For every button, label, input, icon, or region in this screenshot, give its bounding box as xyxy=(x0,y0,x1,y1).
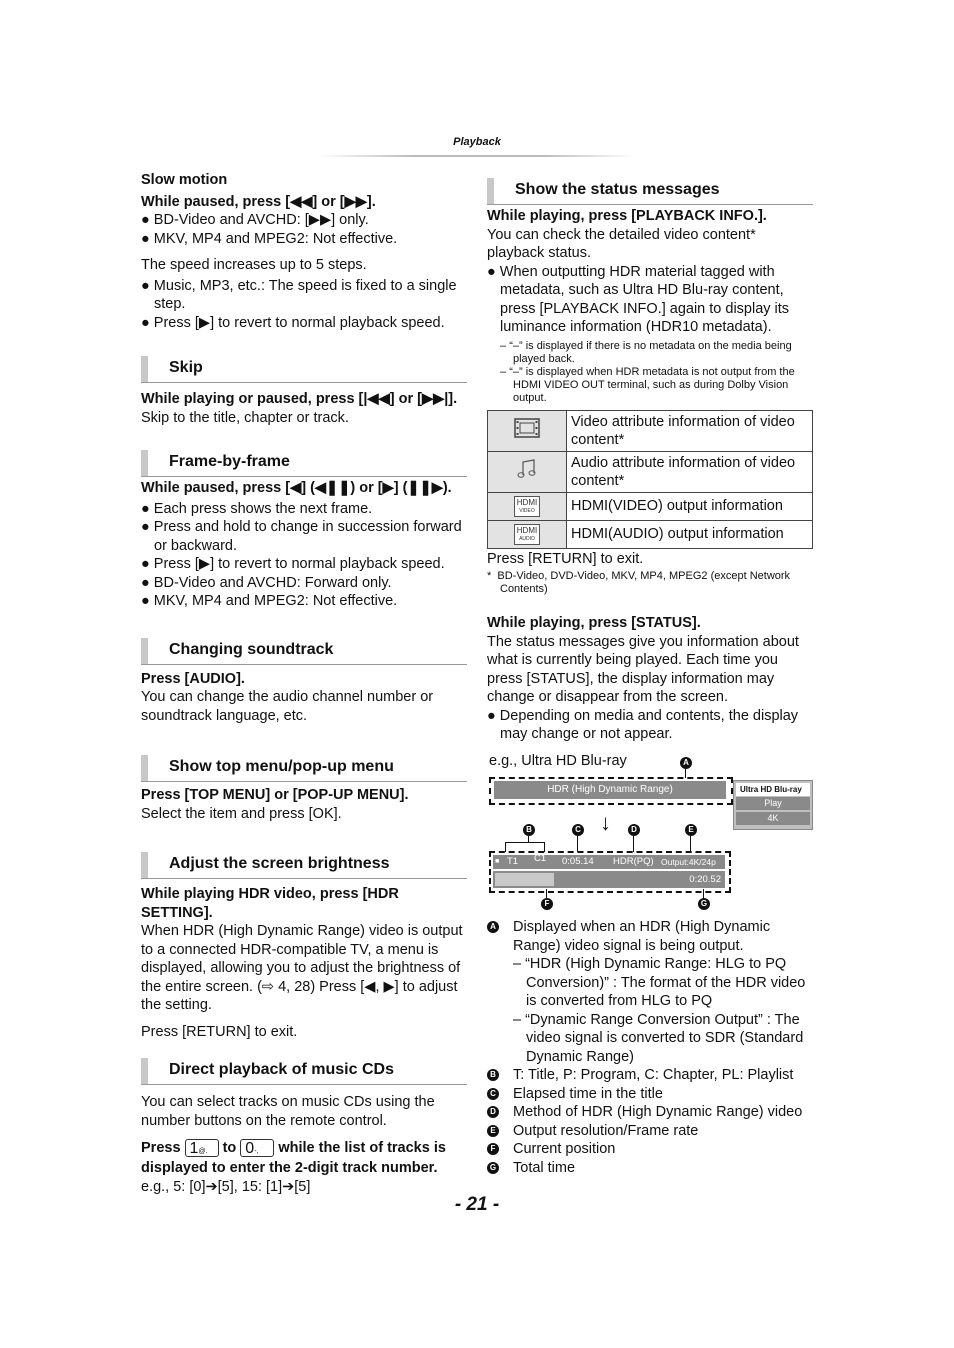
progress-track xyxy=(493,871,725,888)
table-cell: Audio attribute information of video content* xyxy=(567,451,813,492)
table-row xyxy=(488,410,813,451)
status-bar: ■ T1 C1 0:05.14 HDR(PQ) Output:4K/24p xyxy=(493,855,725,869)
paragraph: You can check the detailed video content* playback status. xyxy=(487,226,756,261)
paragraph: You can select tracks on music CDs using the number buttons on the remote control. xyxy=(141,1094,435,1129)
status-osd-diagram xyxy=(487,756,817,916)
table-cell: HDMI(VIDEO) output information xyxy=(567,492,813,520)
paragraph: Select the item and press [OK]. xyxy=(141,805,342,822)
status-instruction: While playing, press [PLAYBACK INFO.]. xyxy=(487,208,767,224)
slow-motion-instruction: While paused, press [◀◀] or [▶▶]. xyxy=(141,193,376,210)
page-header: Playback xyxy=(453,136,501,148)
down-arrow-icon: ↓ xyxy=(600,810,611,835)
chapter-number: C1 xyxy=(534,853,547,864)
list-item: ● Depending on media and contents, the display may change or not appear. xyxy=(487,707,799,742)
paragraph: Press [RETURN] to exit. xyxy=(487,550,644,567)
section-heading-soundtrack: Changing soundtrack xyxy=(141,638,467,665)
legend-subitem: – “HDR (High Dynamic Range: HLG to PQ Conversion)” : The format of the HDR video is converted from HLG to PQ xyxy=(513,956,806,1009)
paragraph: Skip to the title, chapter or track. xyxy=(141,409,349,426)
callout-d: D xyxy=(628,824,640,836)
total-time: 0:20.52 xyxy=(689,874,721,885)
menu-instruction: Press [TOP MENU] or [POP-UP MENU]. xyxy=(141,787,409,803)
number-key-1: 1@. xyxy=(185,1139,219,1157)
page-number: - 21 - xyxy=(454,1194,500,1215)
section-heading-skip: Skip xyxy=(141,356,467,383)
list-item: ● When outputting HDR material tagged with metadata, such as Ultra HD Blu-ray content, press [PLAYBACK INFO.] again to display its luminance information (HDR10 metadata). xyxy=(487,263,790,335)
legend-item-e: E Output resolution/Frame rate xyxy=(487,1122,815,1141)
table-cell: Video attribute information of video content* xyxy=(567,410,813,451)
callout-b: B xyxy=(523,824,535,836)
paragraph: The speed increases up to 5 steps. xyxy=(141,257,367,273)
paragraph: Press [RETURN] to exit. xyxy=(141,1023,298,1040)
right-column xyxy=(487,178,813,770)
footnote: * BD-Video, DVD-Video, MKV, MP4, MPEG2 (except Network Contents) xyxy=(487,570,791,595)
list-item: ● Press and hold to change in succession forward or backward. xyxy=(141,519,462,554)
side-panel-play: Play xyxy=(736,797,810,810)
hdr-method: HDR(PQ) xyxy=(613,856,654,867)
callout-f: F xyxy=(541,898,553,910)
note-item: – “–” is displayed if there is no metadata on the media being played back. xyxy=(500,339,792,365)
table-row xyxy=(488,492,813,520)
section-heading-frame: Frame-by-frame xyxy=(141,450,467,477)
list-item: ● Press [▶] to revert to normal playback speed. xyxy=(141,556,445,572)
frame-instruction: While paused, press [◀] (◀❚❚) or [▶] (❚❚▶). xyxy=(141,480,452,496)
callout-a: A xyxy=(680,757,692,769)
elapsed-time: 0:05.14 xyxy=(562,856,594,867)
callout-e: E xyxy=(685,824,697,836)
table-cell: HDMI(AUDIO) output information xyxy=(567,520,813,548)
number-key-0: 0-, xyxy=(240,1139,274,1157)
section-heading-status: Show the status messages xyxy=(487,178,813,205)
paragraph: You can change the audio channel number or soundtrack language, etc. xyxy=(141,689,434,724)
film-icon xyxy=(488,410,567,451)
legend-item-c: C Elapsed time in the title xyxy=(487,1085,815,1104)
hdmi-audio-icon: HDMI AUDIO xyxy=(488,520,567,548)
list-item: ● Music, MP3, etc.: The speed is fixed to a single step. xyxy=(141,277,457,312)
list-item: ● MKV, MP4 and MPEG2: Not effective. xyxy=(141,593,398,609)
legend-item-b: B T: Title, P: Program, C: Chapter, PL: Playlist xyxy=(487,1066,815,1085)
legend-item-f: F Current position xyxy=(487,1140,815,1159)
skip-instruction: While playing or paused, press [|◀◀] or [▶▶|]. xyxy=(141,391,458,407)
example-label: e.g., Ultra HD Blu-ray xyxy=(489,752,627,769)
status-instruction-2: While playing, press [STATUS]. xyxy=(487,615,701,631)
legend-subitem: – “Dynamic Range Conversion Output” : The video signal is converted to SDR (Standard Dynamic Range) xyxy=(513,1011,804,1065)
legend-item-d: D Method of HDR (High Dynamic Range) video xyxy=(487,1103,815,1122)
table-row xyxy=(488,451,813,492)
section-heading-menu: Show top menu/pop-up menu xyxy=(141,755,467,782)
legend-item-a: A Displayed when an HDR (High Dynamic Range) video signal is being output. xyxy=(487,918,815,955)
section-heading-brightness: Adjust the screen brightness xyxy=(141,852,467,879)
list-item: ● Press [▶] to revert to normal playback speed. xyxy=(141,314,445,331)
side-panel xyxy=(733,780,813,830)
callout-c: C xyxy=(572,824,584,836)
header-divider xyxy=(318,155,636,157)
paragraph: The status messages give you information about what is currently being played. Each time you press [STATUS], the display information may change or disappear from the screen. xyxy=(487,633,799,705)
music-note-icon xyxy=(488,451,567,492)
diagram-legend xyxy=(487,918,815,1177)
paragraph: e.g., 5: [0]➔[5], 15: [1]➔[5] xyxy=(141,1179,311,1195)
title-number: T1 xyxy=(507,856,519,867)
note-item: – “–” is displayed when HDR metadata is not output from the HDMI VIDEO OUT terminal, such as during Dolby Vision output. xyxy=(500,365,795,404)
left-column xyxy=(141,171,467,1197)
list-item: ● MKV, MP4 and MPEG2: Not effective. xyxy=(141,230,398,247)
hdmi-video-icon: HDMI VIDEO xyxy=(488,492,567,520)
list-item: ● BD-Video and AVCHD: Forward only. xyxy=(141,574,392,591)
info-table xyxy=(487,410,813,549)
side-panel-title: Ultra HD Blu-ray xyxy=(736,783,810,796)
list-item: ● Each press shows the next frame. xyxy=(141,500,373,517)
callout-g: G xyxy=(698,898,710,910)
table-row xyxy=(488,520,813,548)
paragraph: When HDR (High Dynamic Range) video is output to a connected HDR-compatible TV, a menu is displayed, allowing you to adjust the brightness of the entire screen. (⇨ 4, 28) Press [◀, ▶] to adjust the setting. xyxy=(141,923,463,1013)
brightness-instruction: While playing HDR video, press [HDR SETTING]. xyxy=(141,886,399,921)
hdr-banner: HDR (High Dynamic Range) xyxy=(494,781,726,799)
slow-motion-title: Slow motion xyxy=(141,172,228,188)
soundtrack-instruction: Press [AUDIO]. xyxy=(141,670,245,687)
output-resolution: Output:4K/24p xyxy=(661,857,716,867)
cd-instruction: Press 1@. to 0-, while the list of tracks is displayed to enter the 2-digit track number. xyxy=(141,1140,446,1176)
progress-fill xyxy=(495,873,554,886)
list-item: ● BD-Video and AVCHD: [▶▶] only. xyxy=(141,212,369,228)
side-panel-4k: 4K xyxy=(736,812,810,825)
legend-item-g: G Total time xyxy=(487,1159,815,1178)
section-heading-cd: Direct playback of music CDs xyxy=(141,1058,467,1085)
